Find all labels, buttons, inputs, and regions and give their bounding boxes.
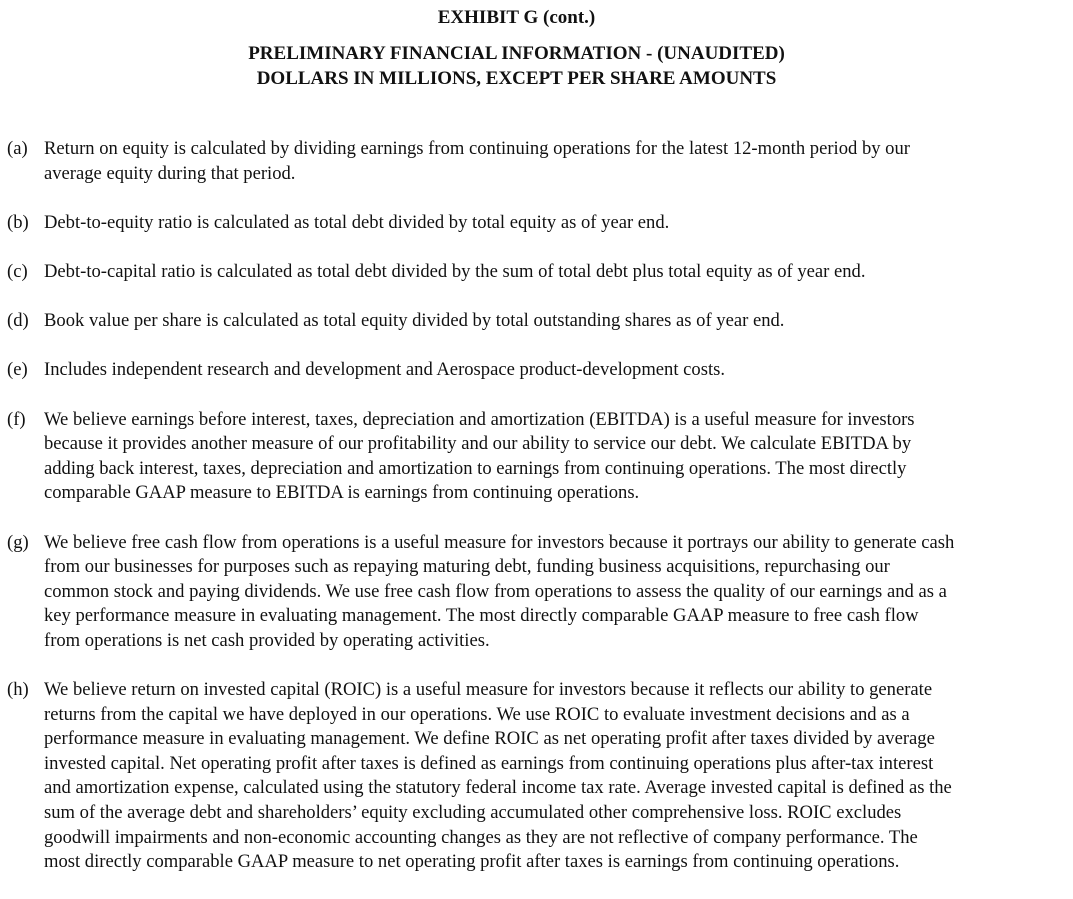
header-line-units: DOLLARS IN MILLIONS, EXCEPT PER SHARE AMOUNTS [256,68,777,89]
footnote-text [44,531,1057,654]
footnote-text [44,309,1057,334]
footnotes-list [7,137,1057,899]
footnote-line: Return on equity is calculated by dividing earnings from continuing operations for the latest 12-month period by our [44,138,910,159]
footnote-line: because it provides another measure of our profitability and our ability to service our debt. We calculate EBITDA by [44,433,912,455]
footnote-line: returns from the capital we have deployed in our operations. We use ROIC to evaluate investment decisions and as a [44,703,910,725]
footnote-item [7,408,1057,506]
footnote-item [7,678,1057,875]
footnote-item [7,260,1057,285]
footnote-text [44,260,1057,285]
footnote-item [7,309,1057,334]
footnote-line: We believe earnings before interest, taxes, depreciation and amortization (EBITDA) is a useful measure for investors [44,408,915,430]
footnote-line: comparable GAAP measure to EBITDA is earnings from continuing operations. [44,482,640,504]
footnote-line: adding back interest, taxes, depreciation and amortization to earnings from continuing operations. The most directly [44,457,907,479]
footnote-text [44,408,1057,506]
footnote-line: and amortization expense, calculated using the statutory federal income tax rate. Average invested capital is defined as the [44,777,952,799]
footnote-marker: (c) [7,260,28,282]
header-line-financial-info: PRELIMINARY FINANCIAL INFORMATION - (UNAUDITED) [248,43,785,64]
footnote-line: goodwill impairments and non-economic accounting changes as they are not reflective of company performance. The [44,826,918,848]
footnote-text [44,137,1057,186]
footnote-line: Book value per share is calculated as total equity divided by total outstanding shares as of year end. [44,310,785,332]
page-header [0,41,1033,91]
footnote-marker: (g) [7,531,29,553]
footnote-text [44,211,1057,236]
footnote-marker: (d) [7,310,29,332]
footnote-line: invested capital. Net operating profit after taxes is defined as earnings from continuing operations plus after-tax interest [44,752,934,774]
exhibit-title: EXHIBIT G (cont.) [437,7,596,28]
footnote-text [44,358,1057,383]
footnote-line: average equity during that period. [44,162,296,184]
footnote-line: We believe free cash flow from operations is a useful measure for investors because it portrays our ability to generate cash [44,531,955,553]
footnote-marker: (a) [7,138,28,159]
footnote-line: Debt-to-equity ratio is calculated as total debt divided by total equity as of year end. [44,211,670,233]
footnote-line: most directly comparable GAAP measure to net operating profit after taxes is earnings from continuing operations. [44,851,900,873]
footnote-item [7,358,1057,383]
footnote-line: from our businesses for purposes such as repaying maturing debt, funding business acquisitions, repurchasing our [44,556,890,578]
footnote-line: Includes independent research and development and Aerospace product-development costs. [44,359,726,381]
footnote-line: Debt-to-capital ratio is calculated as total debt divided by the sum of total debt plus total equity as of year end. [44,260,866,282]
footnote-line: We believe return on invested capital (ROIC) is a useful measure for investors because it reflects our ability to generate [44,679,933,701]
footnote-line: key performance measure in evaluating management. The most directly comparable GAAP measure to free cash flow [44,605,919,627]
footnote-line: performance measure in evaluating management. We define ROIC as net operating profit after taxes divided by average [44,728,935,750]
footnote-item [7,137,1057,186]
footnote-item [7,531,1057,654]
footnote-text [44,678,1057,875]
footnote-marker: (f) [7,408,26,430]
footnote-marker: (h) [7,679,29,701]
footnote-line: common stock and paying dividends. We use free cash flow from operations to assess the quality of our earnings and as a [44,580,947,602]
footnote-line: from operations is net cash provided by operating activities. [44,629,490,651]
footnote-marker: (b) [7,211,29,233]
footnote-line: sum of the average debt and shareholders’ equity excluding accumulated other comprehensive loss. ROIC excludes [44,802,902,824]
footnote-marker: (e) [7,359,28,381]
footnote-item [7,211,1057,236]
